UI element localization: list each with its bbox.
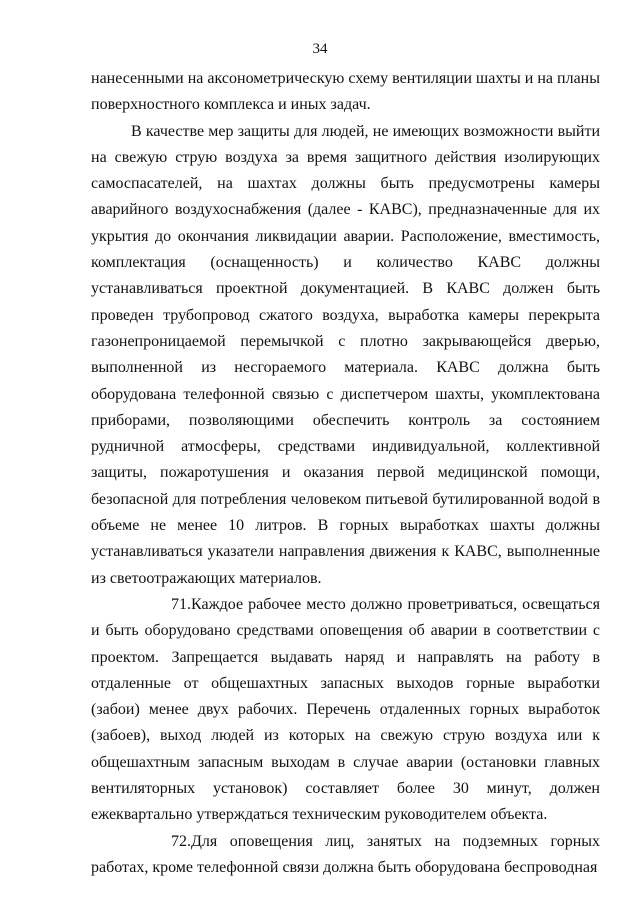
page-number: 34 xyxy=(312,41,328,57)
paragraph-72-text: Для оповещения лиц, занятых на подземных горных работах, кроме телефонной связи должна быть оборудована беспроводная xyxy=(91,832,600,876)
paragraph-kavs: В качестве мер защиты для людей, не имеющих возможности выйти на свежую струю воздуха за время защитного действия изолирующих самоспасателей, на шахтах должны быть предусмотрены камеры аварийного воздухоснабжения (далее - КАВС), предназначенные для их укрытия до окончания ликвидации аварии. Расположение, вместимость, комплектация (оснащенность) и количество КАВС должны устанавливаться проектной документацией. В КАВС должен быть проведен трубопровод сжатого воздуха, выработка камеры перекрыта газонепроницаемой перемычкой с плотно закрывающейся дверью, выполненной из несгораемого материала. КАВС должна быть оборудована телефонной связью с диспетчером шахты, укомплектована приборами, позволяющими обеспечить контроль за состоянием рудничной атмосферы, средствами индивидуальной, коллективной защиты, пожаротушения и оказания первой медицинской помощи, безопасной для потребления человеком питьевой бутилированной водой в объеме не менее 10 литров. В горных выработках шахты должны устанавливаться указатели направления движения к КАВС, выполненные из светоотражающих материалов. xyxy=(91,122,600,587)
paragraph-number-71: 71. xyxy=(171,595,191,613)
paragraph-number-72: 72. xyxy=(171,832,191,850)
document-body xyxy=(91,66,600,881)
paragraph-72 xyxy=(91,829,600,882)
paragraph-continuation: нанесенными на аксонометрическую схему вентиляции шахты и на планы поверхностного комплекса и иных задач. xyxy=(91,70,600,114)
paragraph-71-text: Каждое рабочее место должно проветриваться, освещаться и быть оборудовано средствами оповещения об аварии в соответствии с проектом. Запрещается выдавать наряд и направлять на работу в отдаленные от общешахтных запасных выходов горные выработки (забои) менее двух рабочих. Перечень отдаленных горных выработок (забоев), выход людей из которых на свежую струю воздуха или к общешахтным запасным выходам в случае аварии (остановки главных вентиляторных установок) составляет более 30 минут, должен ежеквартально утверждаться техническим руководителем объекта. xyxy=(91,595,600,824)
paragraph-71 xyxy=(91,592,600,829)
